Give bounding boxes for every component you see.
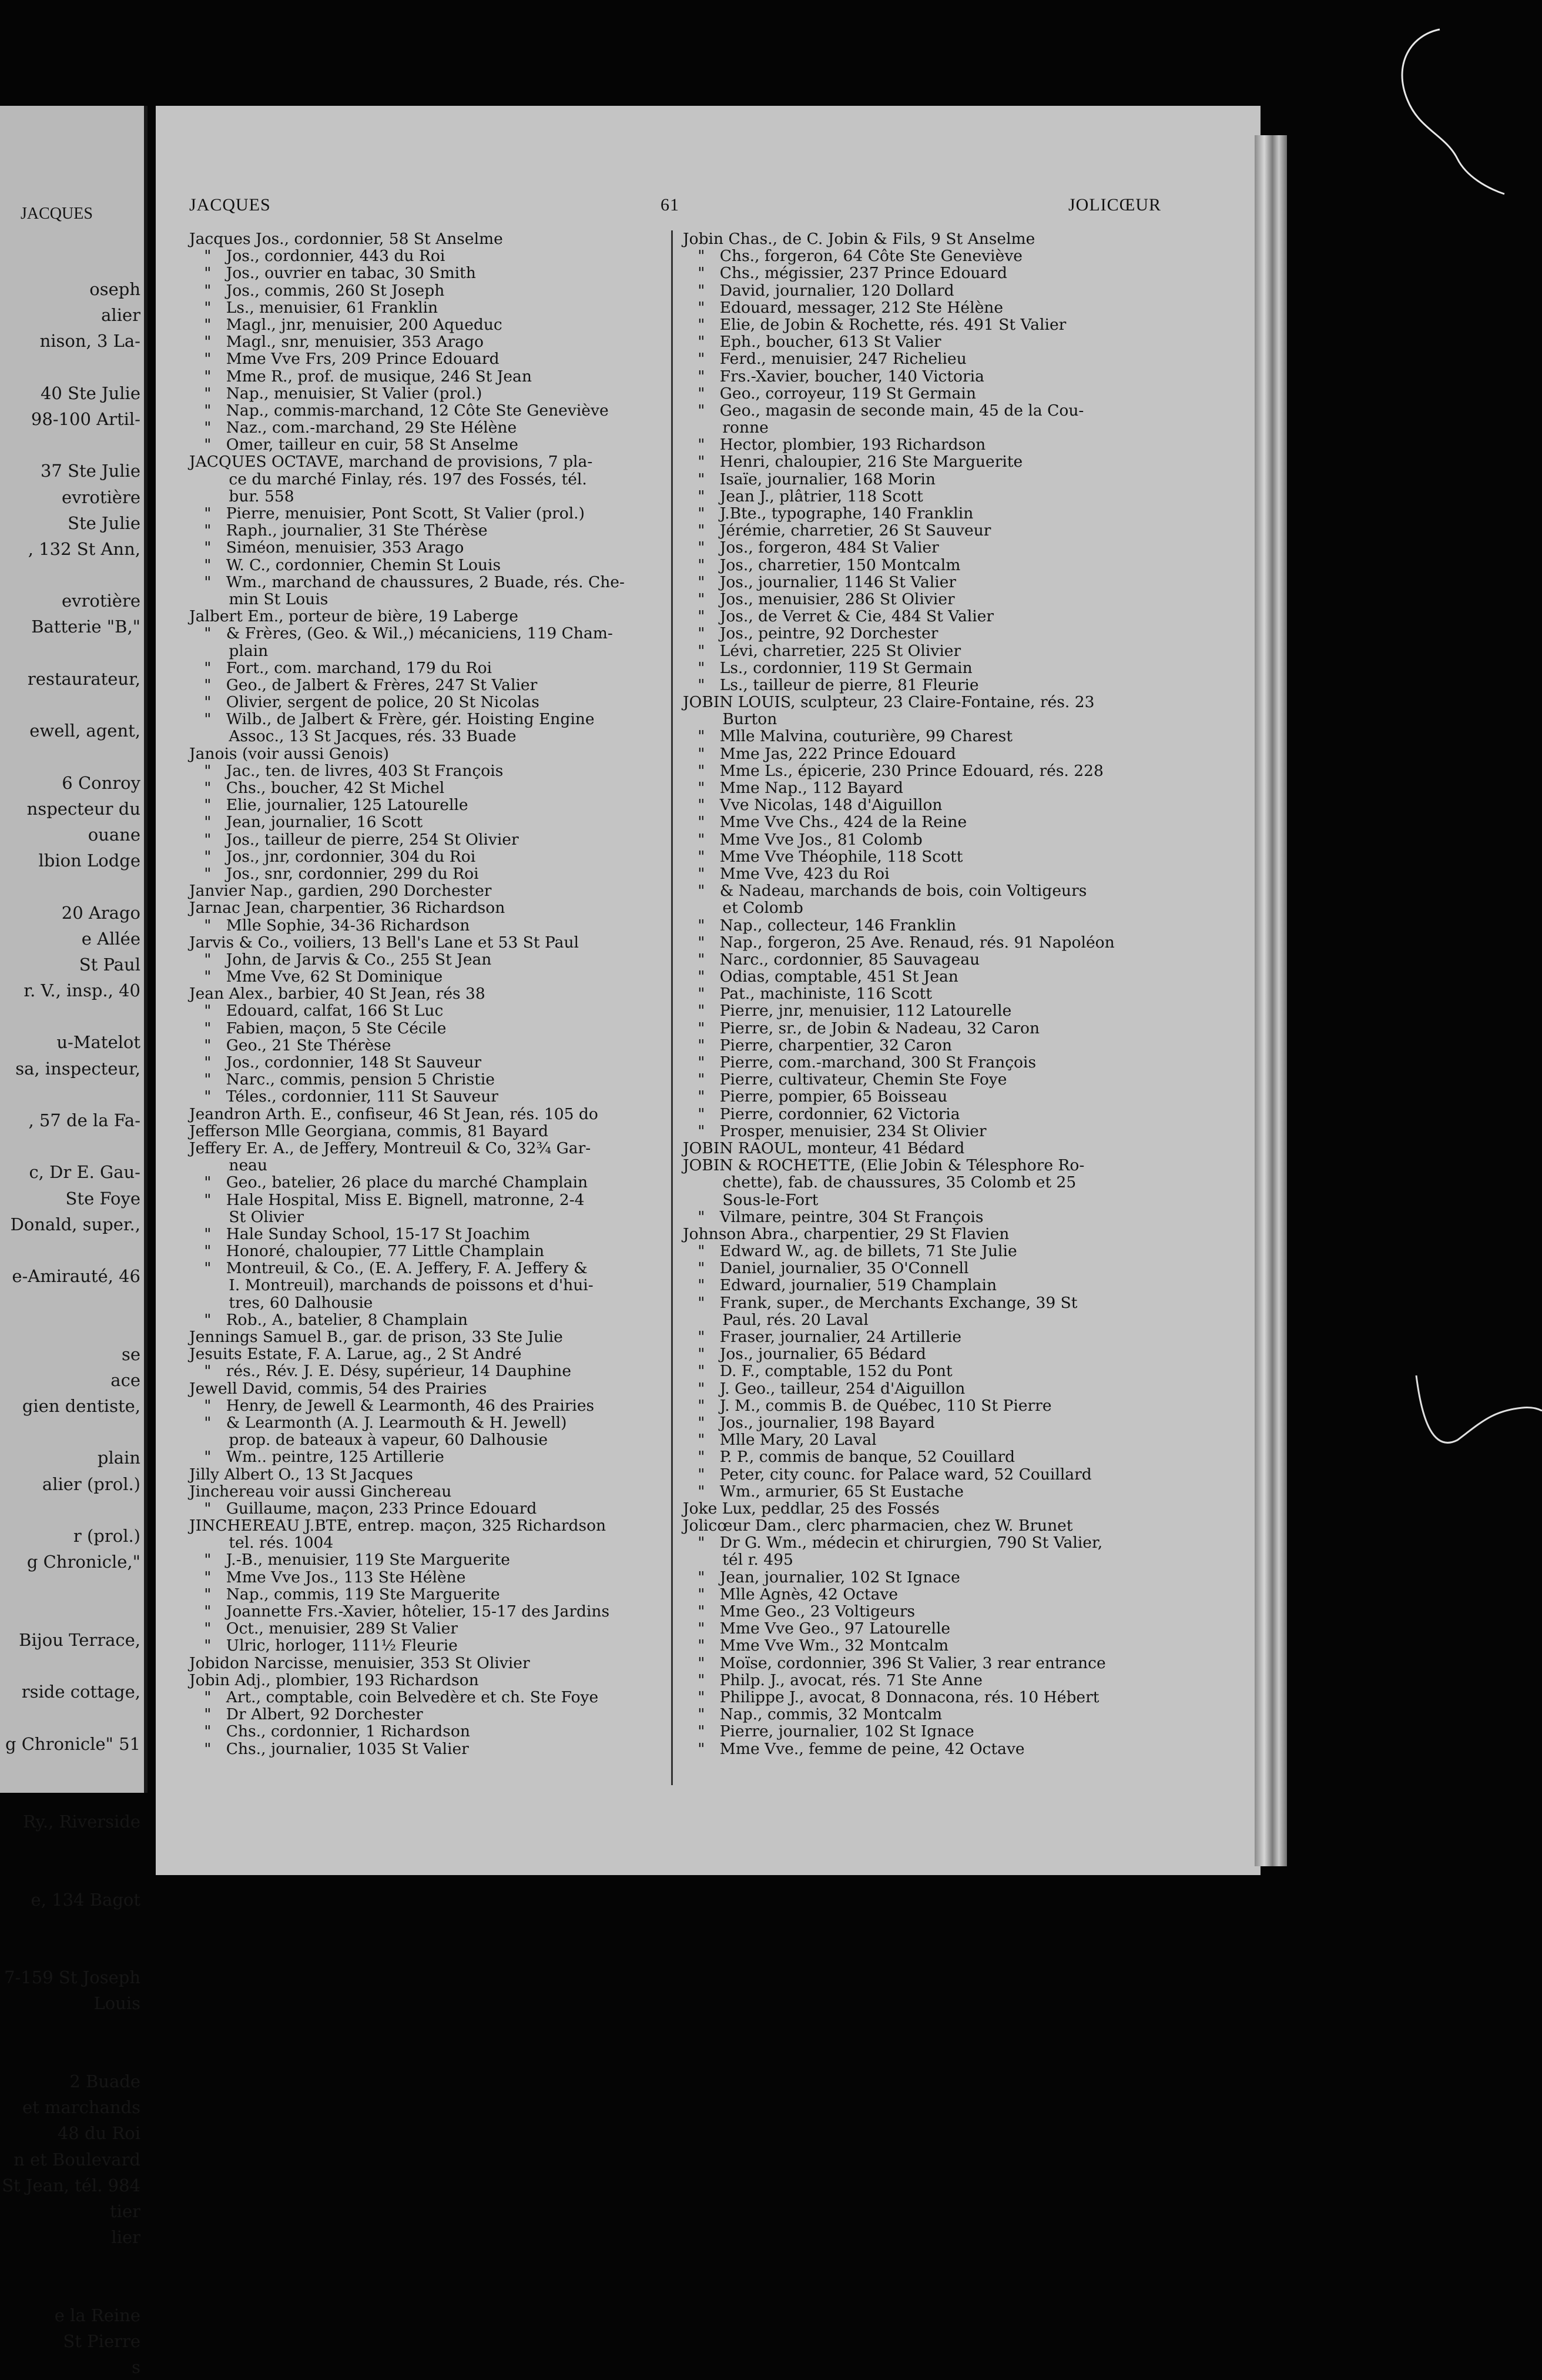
directory-entry: " Ls., menuisier, 61 Franklin	[189, 298, 438, 317]
directory-entry: " Geo., de Jalbert & Frères, 247 St Valier	[189, 675, 538, 694]
directory-entry: Johnson Abra., charpentier, 29 St Flavien	[683, 1224, 1010, 1243]
directory-entry: " Magl., jnr, menuisier, 200 Aqueduc	[189, 315, 502, 334]
directory-entry: " Jac., ten. de livres, 403 St François	[189, 761, 504, 780]
directory-entry: " Pierre, com.-marchand, 300 St François	[683, 1053, 1037, 1072]
directory-entry: " Jos., snr, cordonnier, 299 du Roi	[189, 864, 479, 883]
directory-entry: Jeffery Er. A., de Jeffery, Montreuil & Co, 32¾ Gar-	[189, 1139, 591, 1157]
directory-entry: " Magl., snr, menuisier, 353 Arago	[189, 333, 484, 352]
facing-page-line	[0, 1939, 144, 1964]
directory-entry: plain	[189, 641, 269, 660]
directory-entry: Jennings Samuel B., gar. de prison, 33 Ste Julie	[189, 1328, 563, 1346]
facing-page-line: 6 Conroy	[62, 772, 140, 793]
directory-entry: " Mme Geo., 23 Voltigeurs	[683, 1602, 916, 1621]
directory-entry: JOBIN RAOUL, monteur, 41 Bédard	[683, 1139, 965, 1157]
facing-page-line: 40 Ste Julie	[40, 383, 140, 403]
directory-entry: " Hale Sunday School, 15-17 St Joachim	[189, 1224, 530, 1243]
directory-entry: Jacques Jos., cordonnier, 58 St Anselme	[189, 230, 503, 248]
facing-page-line: Bijou Terrace,	[19, 1629, 140, 1650]
directory-entry: " Edouard, calfat, 166 St Luc	[189, 1002, 444, 1020]
directory-entry: " Jos., forgeron, 484 St Valier	[683, 538, 939, 557]
directory-entry: " Frank, super., de Merchants Exchange, 39 St	[683, 1293, 1078, 1312]
facing-page-line: ace	[110, 1370, 140, 1390]
facing-page-line	[0, 744, 144, 769]
directory-entry: Burton	[683, 710, 777, 729]
directory-entry: tres, 60 Dalhousie	[189, 1293, 373, 1312]
facing-page-header: JACQUES	[21, 205, 93, 223]
directory-entry: Jalbert Em., porteur de bière, 19 Laberge	[189, 607, 518, 626]
directory-entry: " Jos., journalier, 65 Bédard	[683, 1345, 926, 1364]
running-header	[189, 195, 1161, 221]
facing-page-line: lbion Lodge	[38, 851, 140, 871]
directory-entry: " Mme Nap., 112 Bayard	[683, 779, 903, 797]
header-right-guide-word: JOLICŒUR	[1068, 195, 1161, 215]
directory-entry: Jilly Albert O., 13 St Jacques	[189, 1465, 413, 1484]
facing-page-line: r (prol.)	[73, 1526, 140, 1546]
directory-entry: " Chs., cordonnier, 1 Richardson	[189, 1722, 470, 1741]
facing-page-line: St Jean, tél. 984	[2, 2175, 140, 2195]
directory-entry: " Peter, city counc. for Palace ward, 52 Couillard	[683, 1465, 1092, 1484]
directory-entry: " Narc., cordonnier, 85 Sauvageau	[683, 950, 980, 969]
directory-entry: " Daniel, journalier, 35 O'Connell	[683, 1259, 969, 1278]
facing-page-line: , 132 St Ann,	[28, 538, 140, 559]
facing-page-line: r. V., insp., 40	[24, 980, 140, 1001]
facing-page-line	[0, 562, 144, 588]
directory-entry: " J. M., commis B. de Québec, 110 St Pierre	[683, 1396, 1052, 1415]
directory-entry: " Chs., forgeron, 64 Côte Ste Geneviève	[683, 247, 1023, 266]
directory-entry: " Moïse, cordonnier, 396 St Valier, 3 rear entrance	[683, 1653, 1106, 1672]
directory-entry: " Mlle Sophie, 34-36 Richardson	[189, 916, 470, 935]
facing-page-line	[0, 1835, 144, 1860]
directory-entry: " Pierre, jnr, menuisier, 112 Latourelle	[683, 1002, 1012, 1020]
fiber-artifact	[1352, 0, 1542, 2003]
facing-page-line	[0, 692, 144, 718]
facing-page-line: Batterie "B,"	[31, 617, 140, 637]
directory-entry: " Jérémie, charretier, 26 St Sauveur	[683, 521, 991, 540]
facing-page-line: St Pierre	[63, 2331, 140, 2351]
directory-entry: " Fabien, maçon, 5 Ste Cécile	[189, 1019, 447, 1037]
facing-page-line	[0, 640, 144, 666]
directory-entry: Jean Alex., barbier, 40 St Jean, rés 38	[189, 985, 485, 1003]
facing-page-line	[0, 1860, 144, 1886]
directory-entry: " Mme Vve Geo., 97 Latourelle	[683, 1619, 951, 1638]
directory-entry: " Naz., com.-marchand, 29 Ste Hélène	[189, 419, 517, 437]
directory-entry: " Guillaume, maçon, 233 Prince Edouard	[189, 1499, 537, 1518]
directory-entry: " W. C., cordonnier, Chemin St Louis	[189, 555, 501, 574]
directory-entry: " Dr Albert, 92 Dorchester	[189, 1705, 423, 1724]
directory-entry: " Philp. J., avocat, rés. 71 Ste Anne	[683, 1671, 983, 1689]
directory-entry: Jolicœur Dam., clerc pharmacien, chez W. Brunet	[683, 1517, 1073, 1535]
directory-entry: " Fort., com. marchand, 179 du Roi	[189, 658, 492, 677]
directory-entry: " D. F., comptable, 152 du Pont	[683, 1362, 953, 1381]
facing-page-line: evrotière	[62, 591, 140, 611]
directory-entry: ce du marché Finlay, rés. 197 des Fossés, tél.	[189, 470, 587, 488]
directory-entry: " Ls., tailleur de pierre, 81 Fleurie	[683, 675, 979, 694]
facing-page-line: n et Boulevard	[14, 2149, 140, 2170]
facing-page-line: Louis	[93, 1993, 140, 2014]
directory-entry: " Mme Vve., femme de peine, 42 Octave	[683, 1739, 1025, 1758]
directory-entry: " Pierre, pompier, 65 Boisseau	[683, 1087, 948, 1106]
facing-page-line	[0, 2017, 144, 2043]
directory-entry: Paul, rés. 20 Laval	[683, 1310, 869, 1329]
facing-page-line	[0, 1783, 144, 1809]
directory-entry: " Jos., commis, 260 St Joseph	[189, 281, 445, 300]
directory-entry: JOBIN & ROCHETTE, (Elie Jobin & Télesphore Ro-	[683, 1156, 1085, 1175]
directory-entry: JOBIN LOUIS, sculpteur, 23 Claire-Fontaine, rés. 23	[683, 693, 1095, 712]
directory-entry: Janois (voir aussi Genois)	[189, 744, 390, 763]
facing-page-line: restaurateur,	[27, 668, 140, 689]
directory-entry: " Pierre, charpentier, 32 Caron	[683, 1036, 952, 1055]
facing-page-line	[0, 2276, 144, 2302]
directory-entry: " Dr G. Wm., médecin et chirurgien, 790 St Valier,	[683, 1534, 1103, 1552]
facing-page-line: se	[121, 1344, 140, 1364]
facing-page-line: oseph	[89, 279, 140, 299]
directory-entry: " J.Bte., typographe, 140 Franklin	[683, 504, 974, 523]
directory-entry: " Pierre, cultivateur, Chemin Ste Foye	[683, 1070, 1007, 1089]
facing-page-line: s	[132, 2357, 140, 2377]
directory-entry: Jobin Adj., plombier, 193 Richardson	[189, 1671, 479, 1689]
header-left-guide-word: JACQUES	[189, 195, 271, 215]
facing-page-line	[0, 2250, 144, 2276]
facing-page-line	[0, 1419, 144, 1445]
directory-entry: " Jos., journalier, 1146 St Valier	[683, 573, 957, 591]
directory-entry: " Montreuil, & Co., (E. A. Jeffery, F. A. Jeffery &	[189, 1259, 588, 1278]
directory-entry: " Nap., commis-marchand, 12 Côte Ste Geneviève	[189, 401, 609, 420]
directory-entry: " J.-B., menuisier, 119 Ste Marguerite	[189, 1551, 510, 1569]
directory-entry: " Rob., A., batelier, 8 Champlain	[189, 1310, 468, 1329]
directory-entry: " Jos., jnr, cordonnier, 304 du Roi	[189, 847, 476, 866]
facing-page-line: 98-100 Artil-	[31, 409, 140, 429]
directory-entry: chette), fab. de chaussures, 35 Colomb et 25	[683, 1173, 1077, 1192]
directory-entry: " Henri, chaloupier, 216 Ste Marguerite	[683, 453, 1023, 471]
directory-entry: " Téles., cordonnier, 111 St Sauveur	[189, 1087, 498, 1106]
directory-entry: " Frs.-Xavier, boucher, 140 Victoria	[683, 367, 984, 386]
directory-entry: " Olivier, sergent de police, 20 St Nicolas	[189, 693, 539, 712]
directory-entry: Jesuits Estate, F. A. Larue, ag., 2 St André	[189, 1345, 522, 1364]
directory-entry: " Mme Jas, 222 Prince Edouard	[683, 744, 956, 763]
directory-entry: prop. de bateaux à vapeur, 60 Dalhousie	[189, 1431, 548, 1450]
directory-entry: " Pierre, journalier, 102 St Ignace	[683, 1722, 974, 1741]
directory-entry: " Nap., forgeron, 25 Ave. Renaud, rés. 91 Napoléon	[683, 933, 1115, 952]
directory-entry: bur. 558	[189, 487, 294, 506]
facing-page-line: g Chronicle,"	[26, 1552, 140, 1572]
directory-entry: ronne	[683, 419, 769, 437]
directory-entry: Jefferson Mlle Georgiana, commis, 81 Bayard	[189, 1122, 548, 1140]
directory-entry: " Geo., magasin de seconde main, 45 de la Cou-	[683, 401, 1084, 420]
facing-page-line	[0, 1601, 144, 1627]
facing-page-line	[0, 873, 144, 899]
directory-entry: " Mme Vve, 423 du Roi	[683, 864, 890, 883]
directory-entry: " Geo., batelier, 26 place du marché Champlain	[189, 1173, 588, 1192]
directory-entry: Jarnac Jean, charpentier, 36 Richardson	[189, 899, 505, 918]
directory-entry: " Vilmare, peintre, 304 St François	[683, 1207, 984, 1226]
directory-column-left	[189, 230, 666, 1758]
directory-entry: JINCHEREAU J.BTE, entrep. maçon, 325 Richardson	[189, 1517, 606, 1535]
facing-page-line: sa, inspecteur,	[15, 1058, 140, 1079]
directory-entry: " Mlle Agnès, 42 Octave	[683, 1585, 899, 1604]
directory-entry: Sous-le-Fort	[683, 1190, 819, 1209]
directory-entry: " Philippe J., avocat, 8 Donnacona, rés. 10 Hébert	[683, 1688, 1099, 1706]
directory-entry: " Lévi, charretier, 225 St Olivier	[683, 641, 961, 660]
directory-entry: Janvier Nap., gardien, 290 Dorchester	[189, 882, 492, 901]
directory-entry: Jewell David, commis, 54 des Prairies	[189, 1379, 487, 1398]
directory-entry: " Hector, plombier, 193 Richardson	[683, 436, 986, 454]
directory-column-right	[683, 230, 1159, 1758]
facing-page-line	[0, 1497, 144, 1523]
directory-entry: " Chs., mégissier, 237 Prince Edouard	[683, 264, 1007, 283]
directory-entry: Jeandron Arth. E., confiseur, 46 St Jean, rés. 105 do	[189, 1104, 598, 1123]
directory-entry: " Nap., commis, 32 Montcalm	[683, 1705, 943, 1724]
facing-page-line: plain	[97, 1448, 140, 1468]
facing-page-line	[0, 354, 144, 380]
facing-page-line	[0, 1237, 144, 1263]
facing-page-line: Ry., Riverside	[23, 1812, 140, 1832]
facing-page-line: tier	[110, 2201, 140, 2221]
directory-entry: " Edward W., ag. de billets, 71 Ste Julie	[683, 1242, 1017, 1261]
directory-entry: " John, de Jarvis & Co., 255 St Jean	[189, 950, 492, 969]
directory-entry: " Mlle Malvina, couturière, 99 Charest	[683, 727, 1013, 746]
facing-page-line: et marchands	[22, 2097, 140, 2118]
directory-entry: " Wm., marchand de chaussures, 2 Buade, rés. Che-	[189, 573, 625, 591]
directory-entry: " Pierre, sr., de Jobin & Nadeau, 32 Caron	[683, 1019, 1040, 1037]
directory-entry: I. Montreuil), marchands de poissons et d'hui-	[189, 1276, 594, 1295]
facing-page-line: rside cottage,	[21, 1682, 140, 1702]
directory-entry: " Ls., cordonnier, 119 St Germain	[683, 658, 973, 677]
directory-entry: Jarvis & Co., voiliers, 13 Bell's Lane et 53 St Paul	[189, 933, 579, 952]
directory-entry: Joke Lux, peddlar, 25 des Fossés	[683, 1499, 940, 1518]
facing-page-line: Ste Foye	[65, 1188, 140, 1209]
facing-page-line: e-Amirauté, 46	[12, 1266, 140, 1287]
facing-page-line	[0, 1315, 144, 1341]
facing-page-line	[0, 1082, 144, 1107]
directory-entry: " Edward, journalier, 519 Champlain	[683, 1276, 997, 1295]
facing-page-line: e la Reine	[54, 2305, 140, 2325]
directory-entry: min St Louis	[189, 590, 328, 608]
directory-entry: " Mme Vve Frs, 209 Prince Edouard	[189, 350, 500, 369]
directory-entry: " Narc., commis, pension 5 Christie	[189, 1070, 495, 1089]
directory-entry: " Mme Vve, 62 St Dominique	[189, 968, 443, 986]
directory-entry: " Chs., boucher, 42 St Michel	[189, 779, 445, 797]
facing-page-line: Donald, super.,	[10, 1214, 140, 1234]
directory-entry: " Mme Vve Jos., 113 Ste Hélène	[189, 1568, 466, 1586]
facing-page-line	[0, 1705, 144, 1730]
facing-page-line: nspecteur du	[26, 798, 140, 819]
directory-entry: " Mme Vve Théophile, 118 Scott	[683, 847, 963, 866]
directory-entry: " Elie, journalier, 125 Latourelle	[189, 796, 468, 815]
directory-entry: " Art., comptable, coin Belvedère et ch. Ste Foye	[189, 1688, 599, 1706]
directory-entry: " Jos., journalier, 198 Bayard	[683, 1413, 935, 1432]
directory-entry: " & Learmonth (A. J. Learmouth & H. Jewell)	[189, 1413, 567, 1432]
facing-page-line: e Allée	[81, 928, 140, 949]
facing-page-line: ewell, agent,	[29, 721, 140, 741]
facing-page-line: u-Matelot	[56, 1032, 140, 1053]
directory-entry: " Jos., de Verret & Cie, 484 St Valier	[683, 607, 994, 626]
directory-entry: neau	[189, 1156, 268, 1175]
directory-entry: " Omer, tailleur en cuir, 58 St Anselme	[189, 436, 518, 454]
directory-entry: " Geo., corroyeur, 119 St Germain	[683, 384, 976, 403]
facing-page-line: gien dentiste,	[22, 1396, 140, 1417]
facing-page-line	[0, 432, 144, 458]
directory-entry: " & Frères, (Geo. & Wil.,) mécaniciens, 119 Cham-	[189, 624, 613, 643]
directory-entry: " Jos., menuisier, 286 St Olivier	[683, 590, 955, 608]
directory-entry: " Nap., menuisier, St Valier (prol.)	[189, 384, 482, 403]
directory-entry: " Hale Hospital, Miss E. Bignell, matronne, 2-4	[189, 1190, 585, 1209]
facing-page-line: alier (prol.)	[42, 1474, 140, 1494]
directory-entry: tél r. 495	[683, 1551, 793, 1569]
directory-entry: " Siméon, menuisier, 353 Arago	[189, 538, 464, 557]
directory-entry: " Jos., cordonnier, 148 St Sauveur	[189, 1053, 482, 1072]
directory-entry: " Jos., tailleur de pierre, 254 St Olivier	[189, 830, 519, 849]
facing-page-line	[0, 1653, 144, 1679]
directory-entry: Jobidon Narcisse, menuisier, 353 St Olivier	[189, 1653, 530, 1672]
directory-entry: " Jean, journalier, 16 Scott	[189, 813, 423, 832]
facing-page-line	[0, 1757, 144, 1783]
facing-page-line: Ste Julie	[68, 513, 140, 533]
directory-entry: " Edouard, messager, 212 Ste Hélène	[683, 298, 1004, 317]
directory-entry: " Isaïe, journalier, 168 Morin	[683, 470, 936, 488]
facing-page-line: St Paul	[79, 954, 140, 975]
directory-entry: " P. P., commis de banque, 52 Couillard	[683, 1448, 1015, 1467]
directory-entry: " Oct., menuisier, 289 St Valier	[189, 1619, 458, 1638]
directory-entry: et Colomb	[683, 899, 803, 918]
directory-entry: " Eph., boucher, 613 St Valier	[683, 333, 941, 352]
directory-entry: St Olivier	[189, 1207, 304, 1226]
directory-entry: " David, journalier, 120 Dollard	[683, 281, 954, 300]
facing-page-line: , 57 de la Fa-	[28, 1110, 140, 1130]
facing-page-line	[0, 1003, 144, 1029]
facing-page-line: g Chronicle" 51	[5, 1733, 140, 1754]
directory-entry: " Nap., collecteur, 146 Franklin	[683, 916, 957, 935]
directory-entry: " Raph., journalier, 31 Ste Thérèse	[189, 521, 488, 540]
directory-entry: " Wm.. peintre, 125 Artillerie	[189, 1448, 444, 1467]
facing-page	[0, 106, 148, 2377]
directory-entry: " Jos., peintre, 92 Dorchester	[683, 624, 938, 643]
facing-page-line: lier	[111, 2227, 140, 2248]
directory-entry: " Joannette Frs.-Xavier, hôtelier, 15-17 des Jardins	[189, 1602, 610, 1621]
directory-entry: " Mme Vve Wm., 32 Montcalm	[683, 1636, 949, 1655]
directory-entry: Jinchereau voir aussi Ginchereau	[189, 1482, 452, 1501]
directory-entry: " Fraser, journalier, 24 Artillerie	[683, 1328, 962, 1346]
directory-entry: " Jos., cordonnier, 443 du Roi	[189, 247, 445, 266]
facing-page-line: 20 Arago	[61, 902, 140, 923]
directory-entry: " Prosper, menuisier, 234 St Olivier	[683, 1122, 987, 1140]
facing-page-text	[0, 276, 144, 2380]
directory-entry: " Vve Nicolas, 148 d'Aiguillon	[683, 796, 943, 815]
directory-entry: " Ulric, horloger, 111½ Fleurie	[189, 1636, 458, 1655]
directory-entry: " Elie, de Jobin & Rochette, rés. 491 St Valier	[683, 315, 1067, 334]
directory-entry: " Mlle Mary, 20 Laval	[683, 1431, 877, 1450]
directory-entry: " rés., Rév. J. E. Désy, supérieur, 14 Dauphine	[189, 1362, 572, 1381]
directory-entry: " Honoré, chaloupier, 77 Little Champlain	[189, 1242, 545, 1261]
directory-entry: " Mme Vve Chs., 424 de la Reine	[683, 813, 967, 832]
facing-page-line	[0, 1133, 144, 1159]
directory-entry: " Nap., commis, 119 Ste Marguerite	[189, 1585, 500, 1604]
facing-page-line: 2 Buade	[69, 2071, 140, 2091]
directory-entry: " Henry, de Jewell & Learmonth, 46 des Prairies	[189, 1396, 595, 1415]
directory-entry: " Ferd., menuisier, 247 Richelieu	[683, 350, 967, 369]
directory-entry: " Jean, journalier, 102 St Ignace	[683, 1568, 960, 1586]
facing-page-line: ouane	[88, 824, 140, 845]
facing-page-line	[0, 2043, 144, 2068]
facing-page-line: 37 Ste Julie	[40, 461, 140, 481]
directory-entry: " Wm., armurier, 65 St Eustache	[683, 1482, 964, 1501]
directory-entry: " Wilb., de Jalbert & Frère, gér. Hoisting Engine	[189, 710, 595, 729]
page-number: 61	[661, 195, 679, 215]
facing-page-line	[0, 1913, 144, 1939]
directory-entry: " Chs., journalier, 1035 St Valier	[189, 1739, 469, 1758]
facing-page-line	[0, 1575, 144, 1601]
directory-entry: tel. rés. 1004	[189, 1534, 334, 1552]
directory-entry: " Pierre, cordonnier, 62 Victoria	[683, 1104, 960, 1123]
page-edges	[1255, 135, 1287, 1866]
column-divider	[671, 230, 673, 1785]
directory-entry: " Geo., 21 Ste Thérèse	[189, 1036, 391, 1055]
directory-entry: " & Nadeau, marchands de bois, coin Voltigeurs	[683, 882, 1087, 901]
facing-page-line: nison, 3 La-	[39, 331, 140, 352]
directory-entry: " Mme Vve Jos., 81 Colomb	[683, 830, 923, 849]
facing-page-line: 7-159 St Joseph	[4, 1967, 140, 1988]
directory-entry: " Odias, comptable, 451 St Jean	[683, 968, 958, 986]
directory-entry: Jobin Chas., de C. Jobin & Fils, 9 St Anselme	[683, 230, 1035, 248]
facing-page-line	[0, 1289, 144, 1315]
directory-entry: " Jos., ouvrier en tabac, 30 Smith	[189, 264, 476, 283]
directory-entry: " Pat., machiniste, 116 Scott	[683, 985, 932, 1003]
facing-page-line: alier	[101, 305, 140, 326]
directory-entry: " Mme Ls., épicerie, 230 Prince Edouard, rés. 228	[683, 761, 1104, 780]
directory-entry: Assoc., 13 St Jacques, rés. 33 Buade	[189, 727, 517, 746]
directory-entry: JACQUES OCTAVE, marchand de provisions, 7 pla-	[189, 453, 593, 471]
directory-entry: " Mme R., prof. de musique, 246 St Jean	[189, 367, 532, 386]
facing-page-line: evrotière	[62, 487, 140, 507]
facing-page-line: c, Dr E. Gau-	[29, 1162, 140, 1183]
facing-page-line: e, 134 Bagot	[31, 1889, 140, 1910]
directory-entry: " Pierre, menuisier, Pont Scott, St Valier (prol.)	[189, 504, 585, 523]
directory-entry: " Jos., charretier, 150 Montcalm	[683, 555, 961, 574]
facing-page-line: 48 du Roi	[57, 2123, 140, 2144]
directory-entry: " Jean J., plâtrier, 118 Scott	[683, 487, 923, 506]
directory-entry: " J. Geo., tailleur, 254 d'Aiguillon	[683, 1379, 966, 1398]
